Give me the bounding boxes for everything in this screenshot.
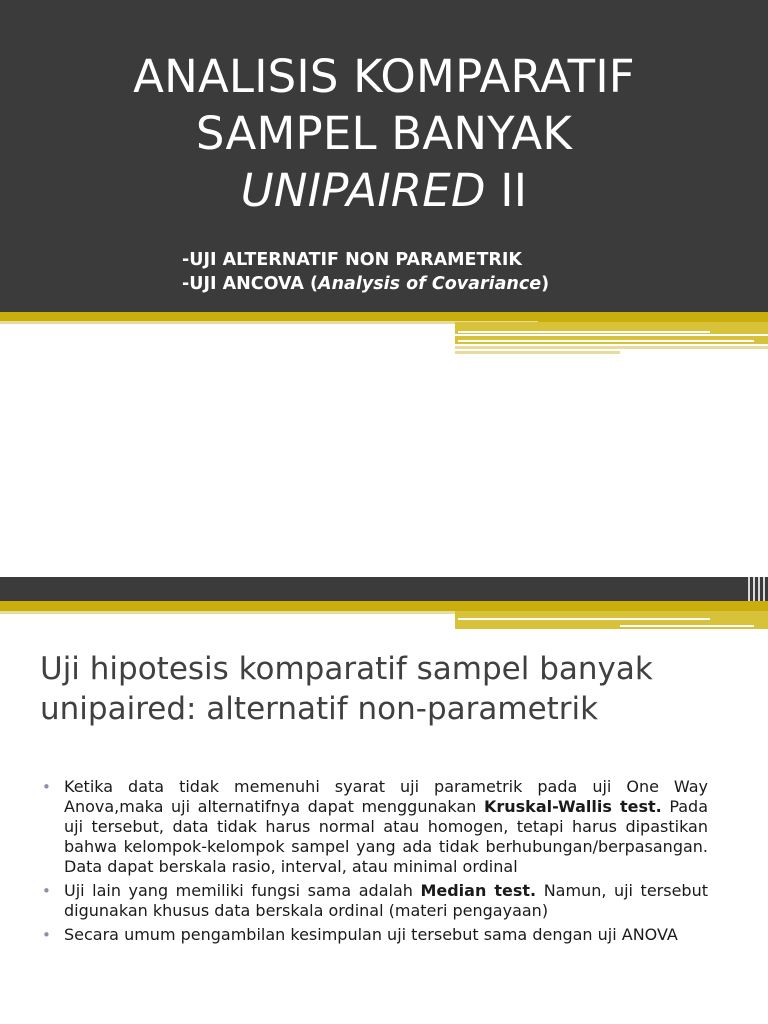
slide-heading: Uji hipotesis komparatif sampel banyak unipaired: alternatif non-parametrik: [40, 651, 653, 727]
bullet-text: Secara umum pengambilan kesimpulan uji tersebut sama dengan uji ANOVA: [64, 925, 678, 944]
gold-stripe-main: [0, 601, 620, 611]
pale-stripe-lower: [455, 346, 768, 349]
gold-stripe-main: [0, 312, 540, 321]
white-line-2: [458, 340, 754, 342]
subtitle-line-1: -UJI ALTERNATIF NON PARAMETRIK: [182, 250, 522, 270]
bullet-icon: •: [42, 882, 51, 900]
bullet-bold-term: Kruskal-Wallis test.: [483, 797, 662, 816]
slide-title: [0, 48, 768, 219]
content-slide: [0, 577, 768, 1024]
bullet-bold-term: Median test.: [420, 881, 537, 900]
title-suffix: II: [485, 164, 528, 217]
subtitle-line-2: [182, 272, 549, 296]
subtitle-italic: Analysis of Covariance: [318, 274, 542, 294]
white-line-2: [620, 625, 754, 627]
list-item: [42, 881, 708, 921]
bullet-list: [42, 777, 708, 949]
title-line-3: [0, 162, 768, 219]
top-band: [0, 577, 768, 601]
title-line-1: ANALISIS KOMPARATIF: [133, 50, 635, 103]
white-line-1: [458, 331, 710, 333]
slide-subtitle: [182, 248, 549, 296]
bullet-text-cont: Pada uji tersebut, data tidak harus normal atau homogen, tetapi harus dipastikan bahwa kelompok-kelompok sampel yang ada tidak berhubungan/berpasangan. Data dapat berskala rasio, interval, atau minimal ordinal: [64, 797, 709, 876]
bullet-text-cont: Namun, uji tersebut digunakan khusus data berskala ordinal (materi pengayaan): [64, 881, 708, 920]
bullet-text: Ketika data tidak memenuhi syarat uji parametrik pada uji One Way Anova,maka uji alternatifnya dapat menggunakan: [64, 777, 708, 816]
bullet-icon: •: [42, 778, 51, 796]
bullet-text: Uji lain yang memiliki fungsi sama adalah: [64, 881, 421, 900]
list-item: [42, 925, 708, 945]
title-italic: UNIPAIRED: [240, 164, 486, 217]
subtitle-prefix: -UJI ANCOVA (: [182, 274, 319, 294]
list-item: [42, 777, 708, 877]
bullet-icon: •: [42, 926, 51, 944]
pale-stripe-bottom: [455, 351, 620, 354]
white-line-1: [458, 618, 710, 620]
title-line-2: SAMPEL BANYAK: [195, 107, 573, 160]
subtitle-suffix: ): [541, 274, 550, 294]
